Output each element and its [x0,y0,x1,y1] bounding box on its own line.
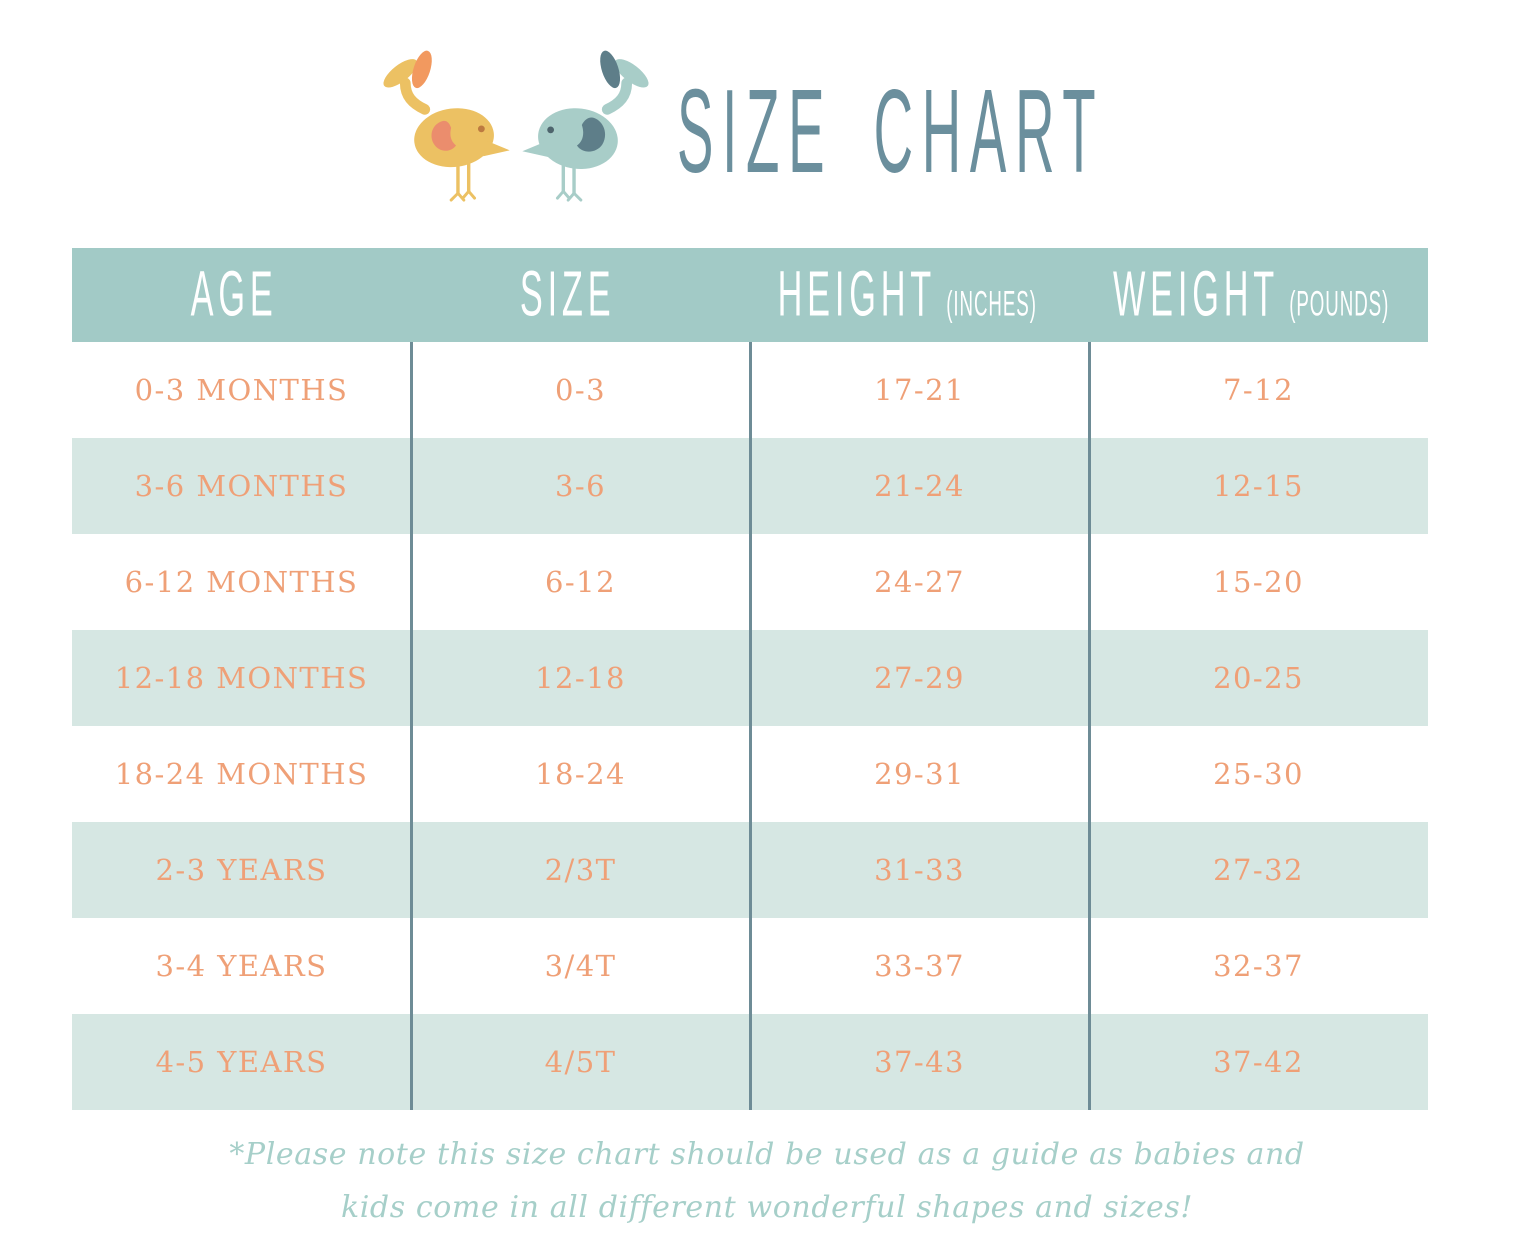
footnote [0,1128,1534,1234]
age-cell: 3-4 YEARS [155,949,328,983]
height-cell: 21-24 [874,469,965,503]
column-header-label: SIZE [520,258,616,330]
age-cell: 2-3 YEARS [155,853,328,887]
size-cell: 18-24 [535,757,626,791]
column-header-height [740,248,1074,342]
column-header-size [406,248,740,342]
age-cell: 3-6 MONTHS [134,469,349,503]
height-cell: 24-27 [874,565,965,599]
weight-cell: 25-30 [1213,757,1304,791]
brand-header [0,42,1534,206]
column-header-unit: (POUNDS) [1288,284,1390,324]
size-cell: 3/4T [544,949,617,983]
column-header-unit: (INCHES) [945,284,1037,324]
column-divider [1088,342,1091,1110]
teal-bird-icon [522,48,652,200]
size-chart-table [72,248,1428,1110]
age-cell: 4-5 YEARS [155,1045,328,1079]
column-divider [749,342,752,1110]
height-cell: 29-31 [874,757,965,791]
size-cell: 6-12 [545,565,616,599]
yellow-bird-icon [379,48,509,200]
size-cell: 4/5T [544,1045,617,1079]
column-header-label: HEIGHT [777,258,936,330]
size-cell: 0-3 [554,373,607,407]
height-cell: 17-21 [874,373,965,407]
column-header-label: WEIGHT [1112,258,1279,330]
height-cell: 33-37 [874,949,965,983]
size-cell: 12-18 [535,661,626,695]
weight-cell: 27-32 [1213,853,1304,887]
weight-cell: 20-25 [1213,661,1304,695]
column-divider [410,342,413,1110]
age-cell: 6-12 MONTHS [124,565,359,599]
page-title: SIZE CHART [677,63,1105,198]
column-header-age [72,248,406,342]
column-header-label: AGE [190,258,278,330]
table-body [72,342,1428,1110]
size-cell: 3-6 [554,469,607,503]
height-cell: 27-29 [874,661,965,695]
column-header-weight [1074,248,1428,342]
footnote-line-1: *Please note this size chart should be used as a guide as babies and [229,1137,1305,1172]
height-cell: 37-43 [874,1045,965,1079]
weight-cell: 32-37 [1213,949,1304,983]
weight-cell: 15-20 [1213,565,1304,599]
age-cell: 0-3 MONTHS [134,373,349,407]
footnote-line-2: kids come in all different wonderful shapes and sizes! [340,1190,1194,1225]
size-cell: 2/3T [544,853,617,887]
table-header-row [72,248,1428,342]
two-birds-icon [377,42,655,206]
weight-cell: 37-42 [1213,1045,1304,1079]
age-cell: 12-18 MONTHS [114,661,369,695]
height-cell: 31-33 [874,853,965,887]
weight-cell: 7-12 [1223,373,1294,407]
weight-cell: 12-15 [1213,469,1304,503]
age-cell: 18-24 MONTHS [114,757,369,791]
